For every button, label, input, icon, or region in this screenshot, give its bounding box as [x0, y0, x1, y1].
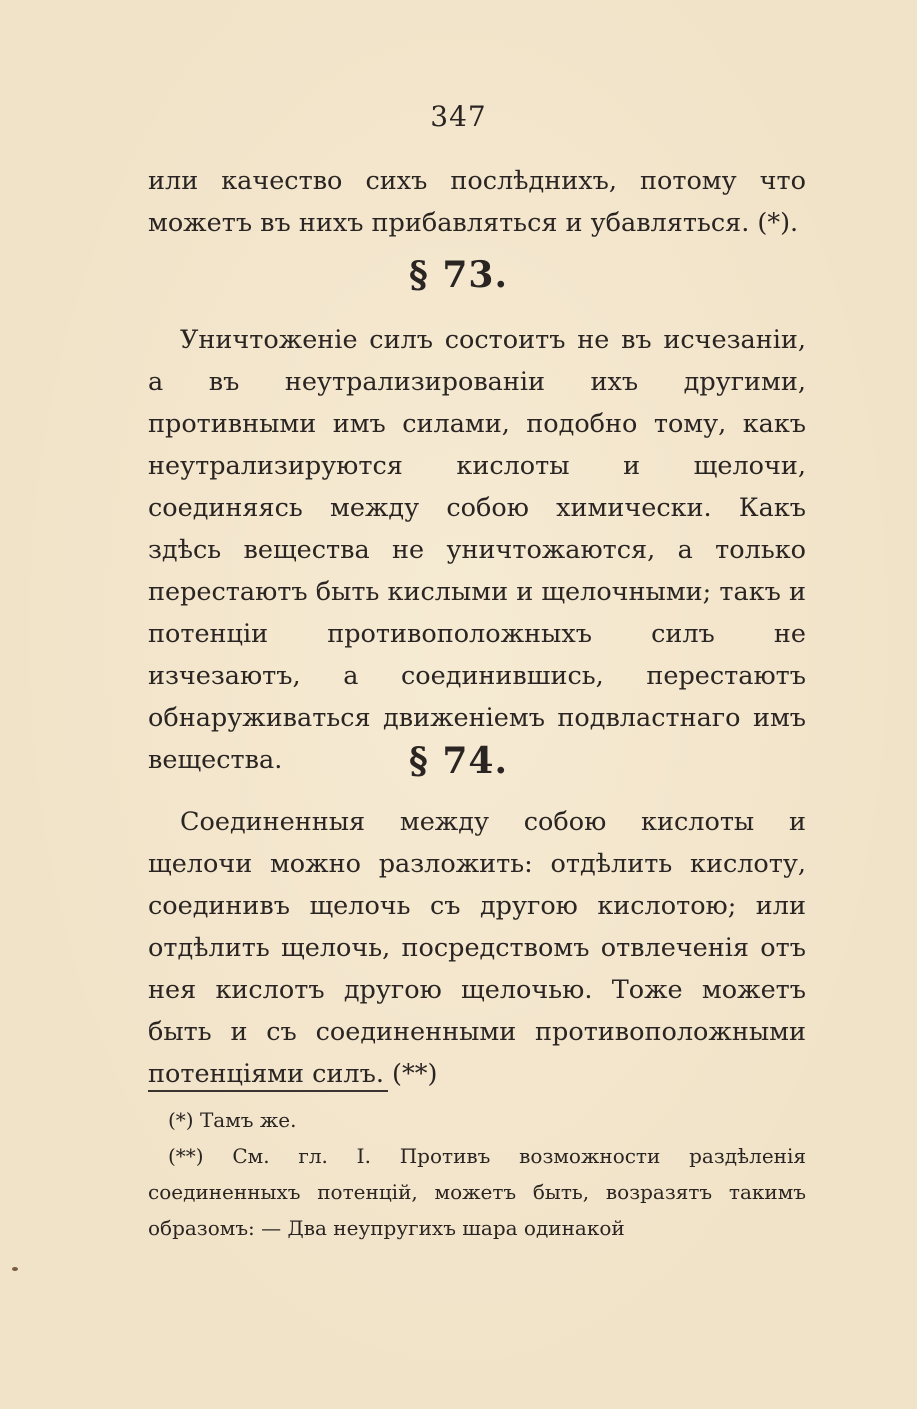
paper-speck: [12, 1267, 18, 1271]
page-number: 347: [430, 100, 487, 133]
footnotes: [148, 1102, 806, 1246]
section-73-text: Уничтоженіе силъ состоитъ не въ исчезаніи, а въ неутрализированіи ихъ другими, противными имъ силами, подобно тому, какъ неутрализируются кислоты и щелочи, соединяясь между собою химически. Какъ здѣсь вещества не уничтожаются, а только перестаютъ быть кислыми и щелочными; такъ и потенціи противоположныхъ силъ не изчезаютъ, а соединившись, перестаютъ обнаруживаться движеніемъ подвластнаго имъ вещества.: [148, 325, 806, 775]
section-74-text: Соединенныя между собою кислоты и щелочи можно разложить: отдѣлить кислоту, соединивъ щелочь съ другою кислотою; или отдѣлить щелочь, посредствомъ отвлеченія отъ нея кислотъ другою щелочью. Тоже можетъ быть и съ соединенными противоположными потенціями силъ. (**): [148, 807, 806, 1089]
footnote-1: (*) Тамъ же.: [168, 1108, 297, 1132]
continuation-text: или качество сихъ послѣднихъ, потому что можетъ въ нихъ прибавляться и убавляться. (*).: [148, 166, 806, 238]
footnote-2: (**) См. гл. I. Противъ возможности раздѣленія соединенныхъ потенцій, можетъ быть, возразятъ такимъ образомъ: — Два неупругихъ шара одинакой: [148, 1144, 806, 1240]
section-74-heading: § 74.: [409, 740, 508, 782]
section-73-heading: § 73.: [409, 254, 508, 296]
section-73-paragraph: [148, 319, 806, 781]
continuation-paragraph: [148, 160, 806, 244]
section-74-paragraph: [148, 801, 806, 1095]
footnote-separator: [148, 1090, 388, 1092]
